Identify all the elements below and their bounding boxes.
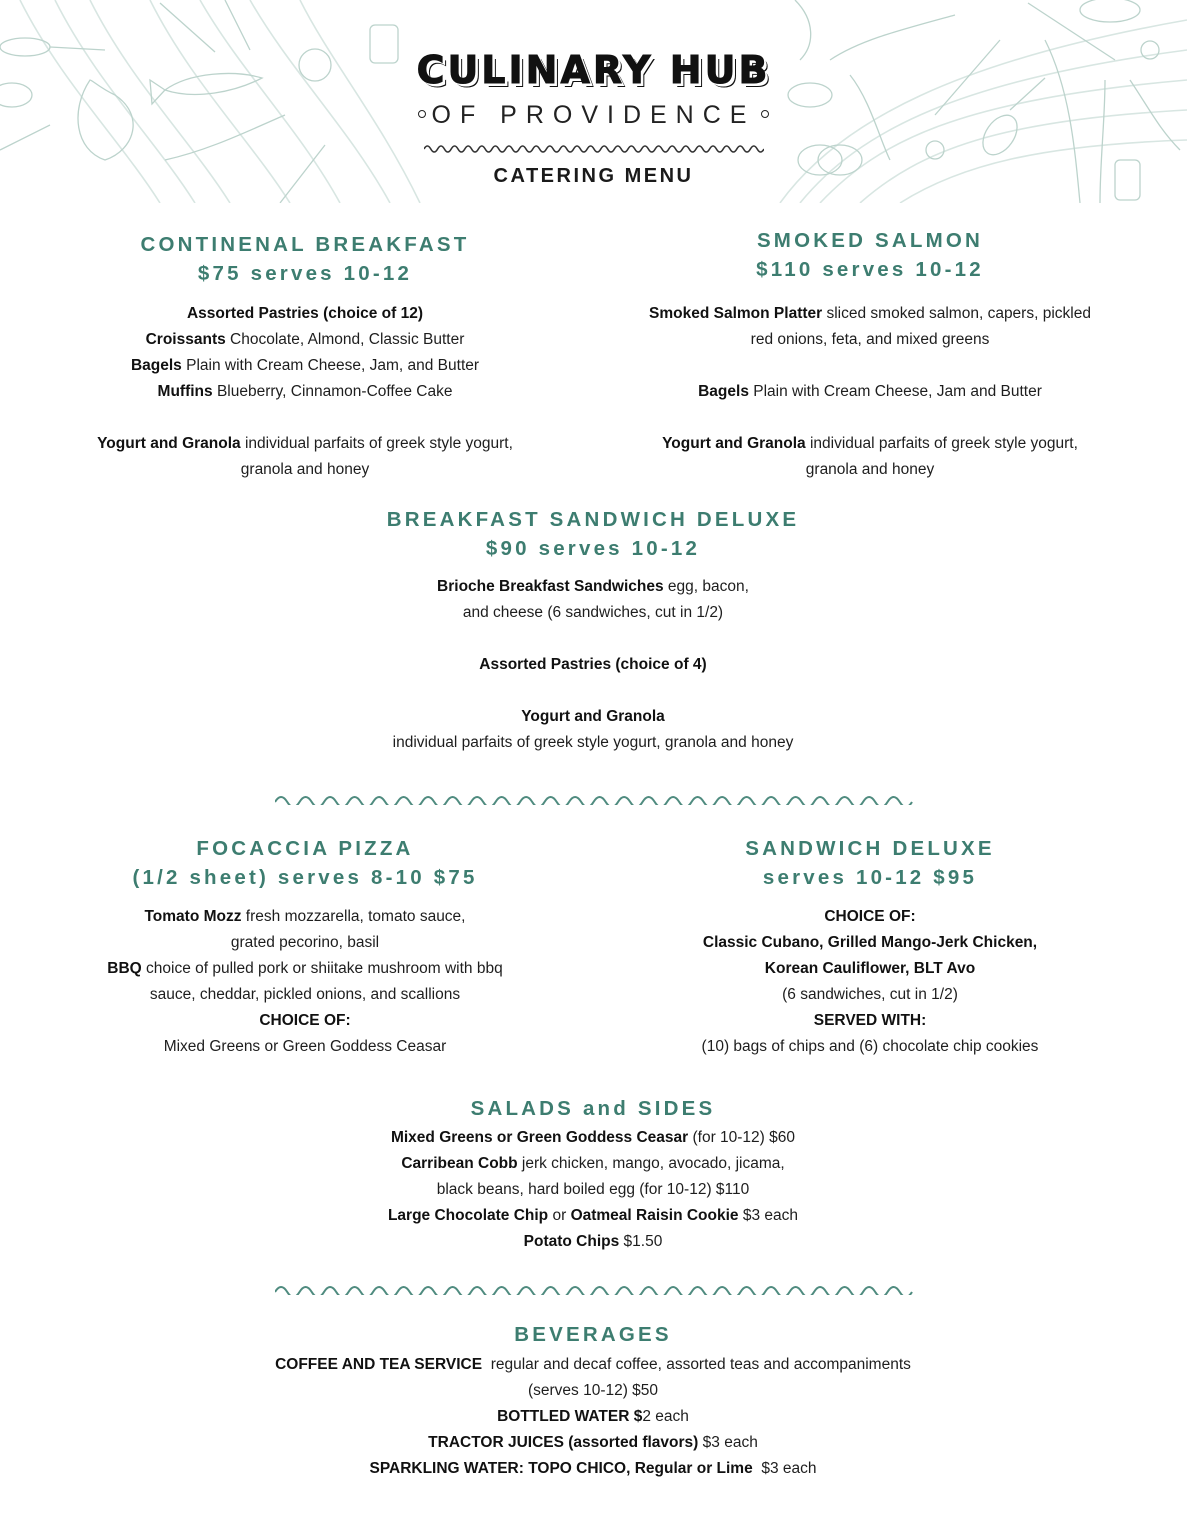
menu-header (0, 0, 1187, 203)
section-price: $90 serves 10-12 (485, 537, 701, 560)
menu-item-line: red onions, feta, and mixed greens (750, 331, 990, 348)
menu-item-line: CHOICE OF: (824, 908, 916, 925)
menu-item-line: individual parfaits of greek style yogurt, granola and honey (392, 734, 794, 751)
menu-item-line: BOTTLED WATER $2 each (497, 1408, 689, 1425)
menu-item-line: Muffins Blueberry, Cinnamon-Coffee Cake (157, 383, 453, 400)
section-price: (1/2 sheet) serves 8-10 $75 (132, 866, 478, 889)
menu-item-line: black beans, hard boiled egg (for 10-12) $110 (436, 1181, 750, 1198)
wavy-divider-header-icon (424, 141, 764, 153)
menu-item-line: granola and honey (240, 461, 370, 478)
section-beverages (193, 1320, 993, 1482)
menu-item-line: Smoked Salmon Platter sliced smoked salmon, capers, pickled (649, 305, 1091, 322)
menu-item-line: Potato Chips $1.50 (523, 1233, 663, 1250)
menu-item-line: CHOICE OF: (259, 1012, 351, 1029)
menu-item-line: Bagels Plain with Cream Cheese, Jam and Butter (698, 383, 1042, 400)
brand-subtitle (0, 101, 1187, 130)
menu-item-line: granola and honey (805, 461, 935, 478)
wavy-divider-icon (275, 1281, 913, 1295)
menu-item-line: Croissants Chocolate, Almond, Classic Butter (145, 331, 465, 348)
menu-item-line: Assorted Pastries (choice of 12) (186, 305, 424, 322)
section-price: $110 serves 10-12 (756, 258, 984, 281)
menu-item-line: Yogurt and Granola (521, 708, 665, 725)
brand-subtitle-text: OF PROVIDENCE (431, 101, 756, 129)
section-salads-and-sides (293, 1094, 893, 1255)
wavy-divider-icon (275, 791, 913, 805)
menu-item-line: Large Chocolate Chip or Oatmeal Raisin Cookie $3 each (387, 1207, 799, 1224)
section-title: BEVERAGES (514, 1323, 672, 1346)
section-sandwich-deluxe (620, 834, 1120, 1060)
menu-item-line: TRACTOR JUICES (assorted flavors) $3 each (428, 1434, 758, 1451)
menu-item-line: Brioche Breakfast Sandwiches egg, bacon, (437, 578, 749, 595)
brand-title: CULINARY HUB (416, 48, 771, 92)
menu-item-line: SPARKLING WATER: TOPO CHICO, Regular or Lime $3 each (369, 1460, 817, 1477)
menu-item-line: Mixed Greens or Green Goddess Ceasar (163, 1038, 447, 1055)
dot-ornament-right-icon (761, 110, 769, 118)
section-focaccia-pizza (55, 834, 555, 1060)
section-title: FOCACCIA PIZZA (196, 837, 414, 860)
menu-item-line: Carribean Cobb jerk chicken, mango, avocado, jicama, (401, 1155, 785, 1172)
section-title: SALADS and SIDES (470, 1097, 716, 1120)
section-smoked-salmon (620, 226, 1120, 483)
section-title: SMOKED SALMON (756, 229, 984, 252)
section-continental-breakfast (55, 230, 555, 483)
menu-item-line: Bagels Plain with Cream Cheese, Jam, and Butter (130, 357, 480, 374)
section-title: BREAKFAST SANDWICH DELUXE (386, 508, 800, 531)
section-title: SANDWICH DELUXE (745, 837, 995, 860)
menu-item-line: (10) bags of chips and (6) chocolate chip cookies (701, 1038, 1039, 1055)
menu-item-line: (6 sandwiches, cut in 1/2) (782, 986, 958, 1003)
menu-item-line: BBQ choice of pulled pork or shiitake mushroom with bbq (107, 960, 503, 977)
menu-item-line: (serves 10-12) $50 (527, 1382, 659, 1399)
menu-item-line: Yogurt and Granola individual parfaits of greek style yogurt, (97, 435, 513, 452)
section-price: serves 10-12 $95 (762, 866, 978, 889)
menu-item-line: Classic Cubano, Grilled Mango-Jerk Chicken, (702, 934, 1038, 951)
section-breakfast-sandwich-deluxe (293, 505, 893, 756)
catering-menu-label: CATERING MENU (493, 165, 694, 187)
menu-item-line: Assorted Pastries (choice of 4) (479, 656, 707, 673)
section-title: CONTINENAL BREAKFAST (140, 233, 470, 256)
menu-item-line: COFFEE AND TEA SERVICE regular and decaf coffee, assorted teas and accompaniments (275, 1356, 911, 1373)
menu-item-line: sauce, cheddar, pickled onions, and scallions (149, 986, 461, 1003)
menu-item-line: and cheese (6 sandwiches, cut in 1/2) (462, 604, 724, 621)
section-price: $75 serves 10-12 (197, 262, 413, 285)
menu-item-line: Mixed Greens or Green Goddess Ceasar (for 10-12) $60 (390, 1129, 796, 1146)
menu-item-line: Yogurt and Granola individual parfaits of greek style yogurt, (662, 435, 1078, 452)
menu-item-line: SERVED WITH: (813, 1012, 927, 1029)
menu-item-line: Korean Cauliflower, BLT Avo (764, 960, 976, 977)
dot-ornament-left-icon (418, 110, 426, 118)
menu-item-line: grated pecorino, basil (230, 934, 380, 951)
menu-item-line: Tomato Mozz fresh mozzarella, tomato sauce, (144, 908, 466, 925)
